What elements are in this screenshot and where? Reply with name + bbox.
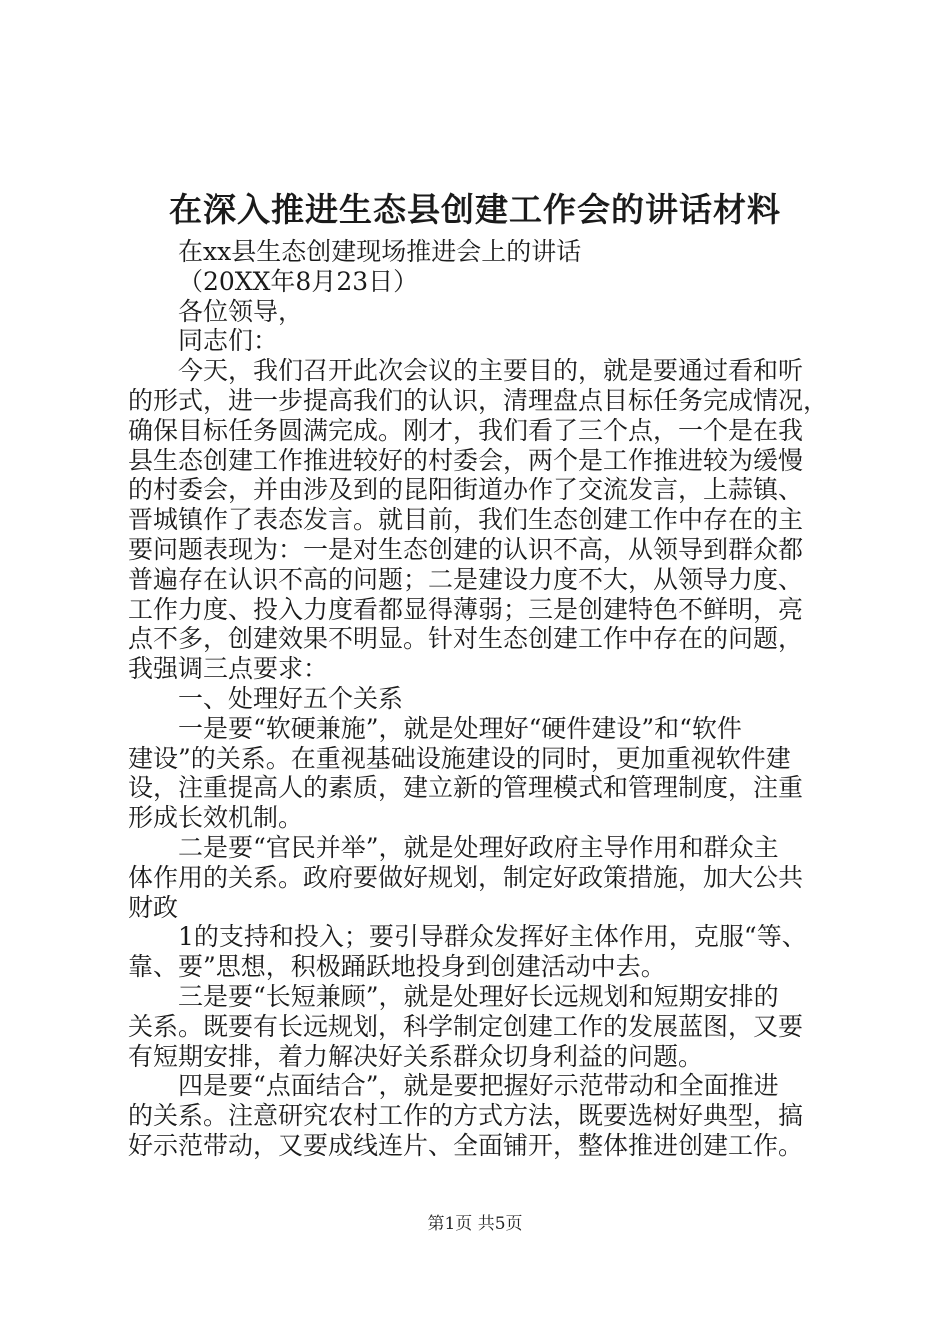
text-line: 今天，我们召开此次会议的主要目的，就是要通过看和听 xyxy=(178,356,804,386)
text-line: 四是要“点面结合”，就是要把握好示范带动和全面推进 xyxy=(178,1071,779,1101)
text-line: 体作用的关系。政府要做好规划，制定好政策措施，加大公共 xyxy=(128,862,804,892)
text-line: 工作力度、投入力度看都显得薄弱；三是创建特色不鲜明，亮 xyxy=(128,594,804,624)
text-line: （20XX年8月23日） xyxy=(178,266,419,296)
text-line: 的形式，进一步提高我们的认识，清理盘点目标任务完成情况， xyxy=(128,385,829,415)
text-line: 要问题表现为：一是对生态创建的认识不高，从领导到群众都 xyxy=(128,534,804,564)
document-body xyxy=(128,237,833,1161)
text-line: 在xx县生态创建现场推进会上的讲话 xyxy=(178,237,582,266)
text-line: 二是要“官民并举”，就是处理好政府主导作用和群众主 xyxy=(178,832,779,862)
document-title: 在深入推进生态县创建工作会的讲话材料 xyxy=(169,190,781,229)
text-line: 有短期安排，着力解决好关系群众切身利益的问题。 xyxy=(128,1041,704,1071)
text-line: 确保目标任务圆满完成。刚才，我们看了三个点，一个是在我 xyxy=(128,415,804,445)
text-line: 普遍存在认识不高的问题；二是建设力度不大，从领导力度、 xyxy=(128,564,804,594)
text-line: 1的支持和投入；要引导群众发挥好主体作用，克服“等、 xyxy=(178,922,807,952)
text-line: 财政 xyxy=(128,892,179,922)
text-line: 各位领导， xyxy=(178,296,304,326)
text-line: 一、处理好五个关系 xyxy=(178,683,404,713)
text-line: 好示范带动，又要成线连片、全面铺开，整体推进创建工作。 xyxy=(128,1130,804,1160)
text-line: 县生态创建工作推进较好的村委会，两个是工作推进较为缓慢 xyxy=(128,445,804,475)
text-line: 三是要“长短兼顾”，就是处理好长远规划和短期安排的 xyxy=(178,981,779,1011)
page-number-footer: 第1页 共5页 xyxy=(427,1214,523,1234)
text-line: 形成长效机制。 xyxy=(128,803,304,833)
text-line: 同志们： xyxy=(178,326,279,356)
text-line: 我强调三点要求： xyxy=(128,654,329,684)
text-line: 一是要“软硬兼施”，就是处理好“硬件建设”和“软件 xyxy=(178,713,742,743)
text-line: 靠、要”思想，积极踊跃地投身到创建活动中去。 xyxy=(128,952,666,982)
text-line: 设，注重提高人的素质，建立新的管理模式和管理制度，注重 xyxy=(128,773,804,803)
text-line: 关系。既要有长远规划，科学制定创建工作的发展蓝图，又要 xyxy=(128,1011,804,1041)
text-line: 建设”的关系。在重视基础设施建设的同时，更加重视软件建 xyxy=(128,743,791,773)
text-line: 点不多，创建效果不明显。针对生态创建工作中存在的问题， xyxy=(128,624,804,654)
text-line: 的关系。注意研究农村工作的方式方法，既要选树好典型，搞 xyxy=(128,1101,804,1131)
text-line: 晋城镇作了表态发言。就目前，我们生态创建工作中存在的主 xyxy=(128,505,804,535)
text-line: 的村委会，并由涉及到的昆阳街道办作了交流发言，上蒜镇、 xyxy=(128,475,804,505)
